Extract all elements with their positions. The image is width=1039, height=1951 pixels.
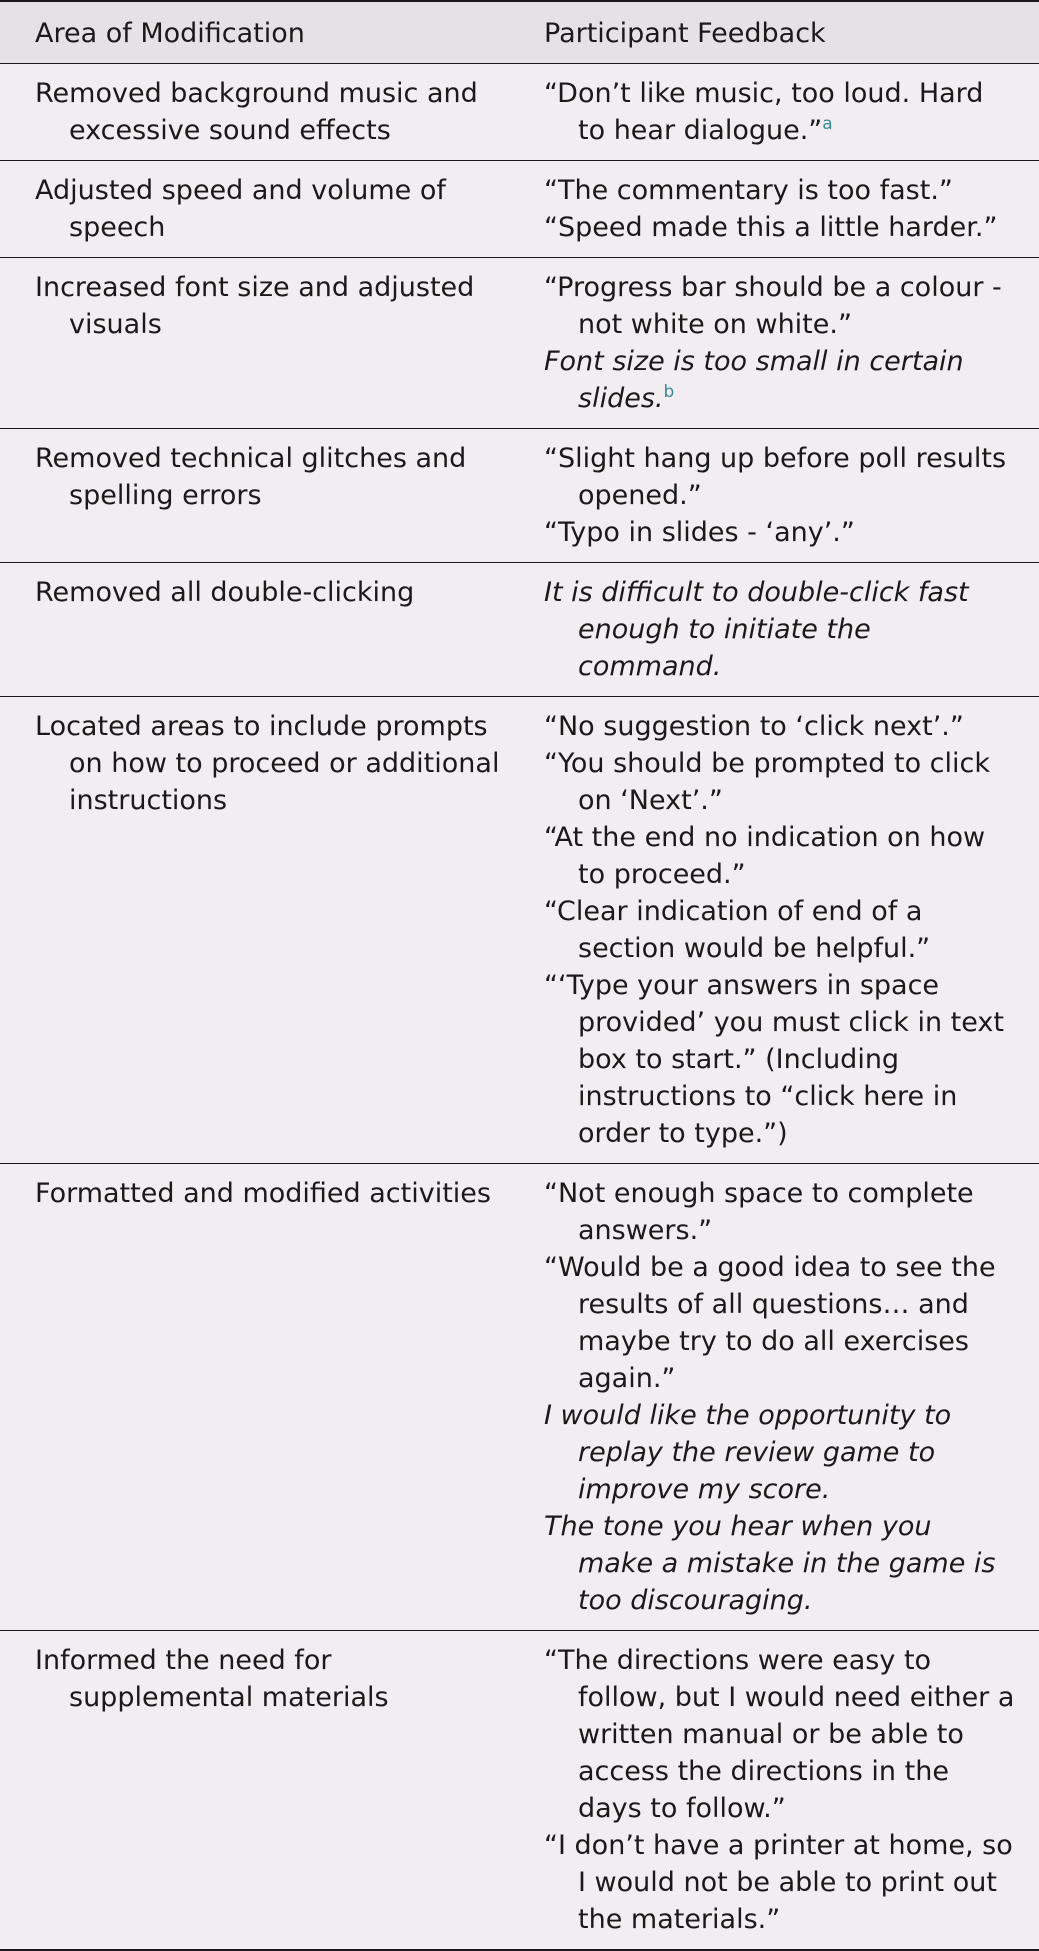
- area-of-modification-cell: [0, 1164, 520, 1631]
- feedback-quote: [544, 269, 1015, 343]
- table-header: [0, 1, 1039, 64]
- area-of-modification-cell: [0, 563, 520, 697]
- participant-feedback-cell: [520, 64, 1039, 161]
- feedback-quote: [544, 893, 1015, 967]
- table-row: [0, 64, 1039, 161]
- area-of-modification-text: Removed all double-clicking: [35, 577, 415, 608]
- feedback-quote-text: “‘Type your answers in space provided’ you must click in text box to start.” (Including instructions to “click here in order to type.”): [544, 970, 1004, 1149]
- area-of-modification-cell: [0, 429, 520, 563]
- feedback-quote-text: “No suggestion to ‘click next’.”: [544, 711, 964, 742]
- area-of-modification-cell: [0, 697, 520, 1164]
- area-of-modification-text: Increased font size and adjusted visuals: [35, 272, 475, 340]
- area-of-modification-text: Located areas to include prompts on how to proceed or additional instructions: [35, 711, 500, 816]
- feedback-quote: [544, 745, 1015, 819]
- feedback-quote: [544, 1175, 1015, 1249]
- area-of-modification-text: Adjusted speed and volume of speech: [35, 175, 446, 243]
- table-row: [0, 161, 1039, 258]
- area-of-modification-text: Removed background music and excessive sound effects: [35, 78, 478, 146]
- participant-feedback-cell: [520, 258, 1039, 429]
- feedback-quote: [544, 708, 1015, 745]
- feedback-quote: [544, 1827, 1015, 1938]
- feedback-quote: [544, 819, 1015, 893]
- area-of-modification-text: Informed the need for supplemental materials: [35, 1645, 389, 1713]
- feedback-quote-text: Font size is too small in certain slides.: [544, 346, 964, 414]
- feedback-quote: [544, 967, 1015, 1152]
- area-of-modification-cell: [0, 161, 520, 258]
- feedback-quote-text: “The commentary is too fast.”: [544, 175, 953, 206]
- feedback-quote-text: “You should be prompted to click on ‘Next’.”: [544, 748, 991, 816]
- area-of-modification-text: Formatted and modified activities: [35, 1178, 491, 1209]
- feedback-quote: [544, 1508, 1015, 1619]
- header-row: [0, 1, 1039, 64]
- feedback-quote-text: “Slight hang up before poll results opened.”: [544, 443, 1007, 511]
- table-row: [0, 697, 1039, 1164]
- feedback-quote: [544, 574, 1015, 685]
- feedback-quote-text: The tone you hear when you make a mistake in the game is too discouraging.: [544, 1511, 996, 1616]
- feedback-quote-text: “The directions were easy to follow, but I would need either a written manual or be able to access the directions in the days to follow.”: [544, 1645, 1015, 1824]
- area-of-modification-cell: [0, 258, 520, 429]
- footnote-marker[interactable]: b: [663, 382, 675, 402]
- table-row: [0, 1631, 1039, 1951]
- feedback-quote-text: “Would be a good idea to see the results of all questions… and maybe try to do all exercises again.”: [544, 1252, 996, 1394]
- feedback-quote-text: “At the end no indication on how to proceed.”: [544, 822, 986, 890]
- area-of-modification-text: Removed technical glitches and spelling errors: [35, 443, 467, 511]
- header-area-of-modification: Area of Modification: [0, 1, 520, 64]
- feedback-quote-text: “I don’t have a printer at home, so I would not be able to print out the materials.”: [544, 1830, 1013, 1935]
- table-row: [0, 429, 1039, 563]
- table-row: [0, 563, 1039, 697]
- area-of-modification-cell: [0, 64, 520, 161]
- feedback-quote-text: I would like the opportunity to replay the review game to improve my score.: [544, 1400, 952, 1505]
- feedback-quote-text: It is difficult to double-click fast enough to initiate the command.: [544, 577, 969, 682]
- header-participant-feedback: Participant Feedback: [520, 1, 1039, 64]
- feedback-quote-text: “Progress bar should be a colour - not white on white.”: [544, 272, 1002, 340]
- feedback-quote: [544, 514, 1015, 551]
- participant-feedback-cell: [520, 697, 1039, 1164]
- footnote-marker[interactable]: a: [822, 114, 833, 134]
- feedback-quote: [544, 209, 1015, 246]
- feedback-quote: [544, 440, 1015, 514]
- participant-feedback-cell: [520, 1631, 1039, 1951]
- feedback-quote-text: “Typo in slides - ‘any’.”: [544, 517, 855, 548]
- table-body: [0, 64, 1039, 1951]
- participant-feedback-cell: [520, 1164, 1039, 1631]
- table-row: [0, 258, 1039, 429]
- feedback-quote: [544, 343, 1015, 417]
- participant-feedback-cell: [520, 429, 1039, 563]
- participant-feedback-cell: [520, 563, 1039, 697]
- feedback-quote: [544, 172, 1015, 209]
- feedback-quote: [544, 1397, 1015, 1508]
- feedback-quote-text: “Speed made this a little harder.”: [544, 212, 998, 243]
- feedback-quote: [544, 1642, 1015, 1827]
- feedback-quote-text: “Not enough space to complete answers.”: [544, 1178, 974, 1246]
- table-row: [0, 1164, 1039, 1631]
- feedback-quote-text: “Don’t like music, too loud. Hard to hear dialogue.”: [544, 78, 984, 146]
- feedback-quote-text: “Clear indication of end of a section would be helpful.”: [544, 896, 931, 964]
- feedback-quote: [544, 75, 1015, 149]
- area-of-modification-cell: [0, 1631, 520, 1951]
- participant-feedback-cell: [520, 161, 1039, 258]
- feedback-quote: [544, 1249, 1015, 1397]
